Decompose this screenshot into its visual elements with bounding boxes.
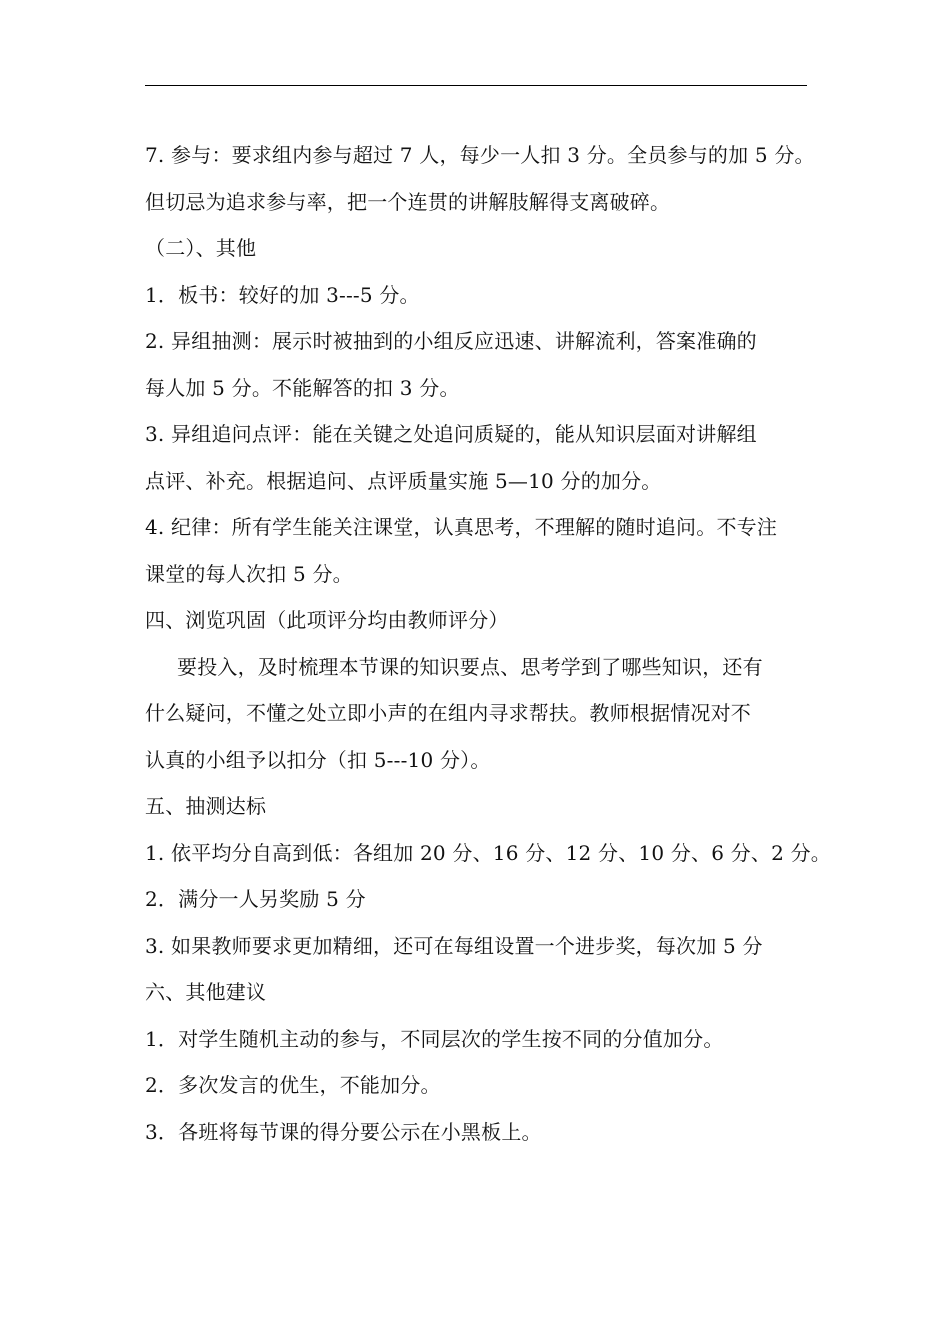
text-line: 1．对学生随机主动的参与，不同层次的学生按不同的分值加分。 xyxy=(145,1026,724,1051)
text-line: 1. 依平均分自高到低：各组加 20 分、16 分、12 分、10 分、6 分、2 分。 xyxy=(145,840,831,865)
text-line: 每人加 5 分。不能解答的扣 3 分。 xyxy=(145,375,460,400)
text-line: 7. 参与：要求组内参与超过 7 人，每少一人扣 3 分。全员参与的加 5 分。 xyxy=(145,143,815,167)
text-line: 3. 如果教师要求更加精细，还可在每组设置一个进步奖，每次加 5 分 xyxy=(145,933,763,958)
text-line: 认真的小组予以扣分（扣 5---10 分）。 xyxy=(145,747,491,772)
header-rule xyxy=(145,85,807,86)
text-line: 什么疑问，不懂之处立即小声的在组内寻求帮扶。教师根据情况对不 xyxy=(145,701,751,725)
text-line: 2．满分一人另奖励 5 分 xyxy=(145,887,366,911)
text-line: 3．各班将每节课的得分要公示在小黑板上。 xyxy=(145,1119,542,1144)
text-line: 点评、补充。根据追问、点评质量实施 5—10 分的加分。 xyxy=(145,468,662,493)
section-heading: （二）、其他 xyxy=(145,236,257,260)
text-line: 3. 异组追问点评：能在关键之处追问质疑的，能从知识层面对讲解组 xyxy=(145,422,757,446)
text-line: 要投入，及时梳理本节课的知识要点、思考学到了哪些知识，还有 xyxy=(177,654,763,679)
document-body xyxy=(145,132,835,1155)
section-heading: 四、浏览巩固（此项评分均由教师评分） xyxy=(145,608,509,632)
text-line: 4. 纪律：所有学生能关注课堂，认真思考，不理解的随时追问。不专注 xyxy=(145,515,778,539)
text-line: 2. 异组抽测：展示时被抽到的小组反应迅速、讲解流利，答案准确的 xyxy=(145,329,757,353)
text-line: 但切忌为追求参与率，把一个连贯的讲解肢解得支离破碎。 xyxy=(145,189,671,214)
section-heading: 六、其他建议 xyxy=(145,980,267,1004)
text-line: 2．多次发言的优生，不能加分。 xyxy=(145,1073,441,1097)
section-heading: 五、抽测达标 xyxy=(145,794,267,818)
text-line: 课堂的每人次扣 5 分。 xyxy=(145,561,353,586)
text-line: 1．板书：较好的加 3---5 分。 xyxy=(145,282,420,307)
